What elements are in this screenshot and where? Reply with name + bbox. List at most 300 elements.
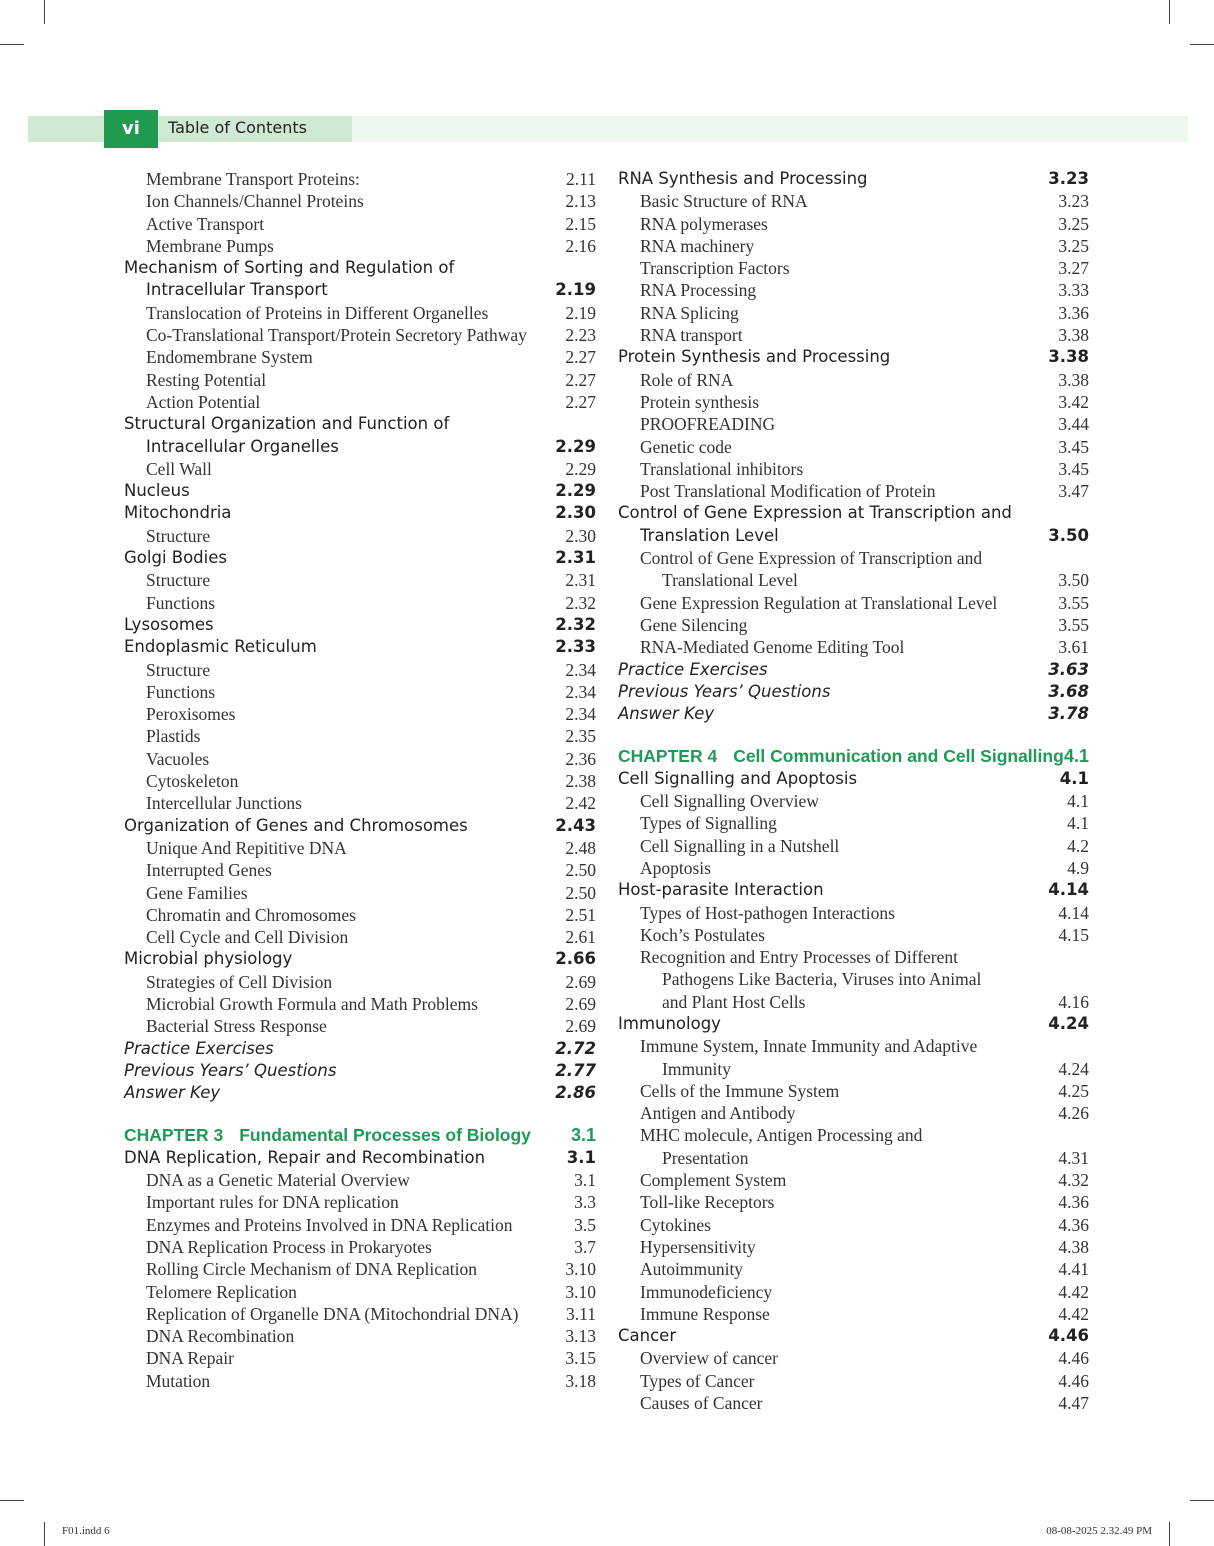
crop-mark: [0, 1500, 24, 1501]
toc-section-entry: [124, 413, 596, 435]
entry-title: Interrupted Genes: [146, 860, 272, 881]
page-reference: 3.38: [1058, 369, 1089, 390]
page-reference: 4.15: [1058, 924, 1089, 945]
entry-title: Immune System, Innate Immunity and Adaptive: [640, 1036, 978, 1057]
entry-title: Practice Exercises: [124, 1038, 274, 1058]
toc-section-entry: [618, 879, 1089, 901]
entry-title: Immunity: [662, 1058, 732, 1079]
page-reference: 3.23: [1048, 169, 1089, 188]
toc-subsection-entry: [618, 190, 1089, 212]
toc-section-entry: [618, 168, 1089, 190]
entry-title: Co-Translational Transport/Protein Secretory Pathway: [146, 325, 527, 346]
chapter-label: [618, 745, 1064, 767]
entry-title: Peroxisomes: [146, 704, 236, 725]
toc-subsection-entry: [618, 991, 1089, 1013]
toc-back-matter-entry: [618, 659, 1089, 681]
toc-subsection-entry: [124, 971, 596, 993]
entry-title: RNA-Mediated Genome Editing Tool: [640, 637, 905, 658]
page-reference: 2.31: [555, 548, 596, 568]
toc-subsection-entry: [124, 168, 596, 190]
entry-title: Basic Structure of RNA: [640, 191, 808, 212]
entry-title: Toll-like Receptors: [640, 1192, 775, 1213]
page-reference: 2.27: [565, 391, 596, 412]
chapter-number: CHAPTER 4: [618, 746, 718, 767]
page-reference: 4.46: [1058, 1348, 1089, 1369]
page-reference: 3.44: [1058, 414, 1089, 435]
page-reference: 4.24: [1058, 1058, 1089, 1079]
page-reference: 3.50: [1058, 570, 1089, 591]
page-reference: 2.35: [565, 726, 596, 747]
toc-subsection-entry: [124, 1325, 596, 1347]
toc-subsection-entry: [618, 480, 1089, 502]
page-reference: 3.1: [566, 1147, 596, 1167]
page-reference: 2.23: [565, 325, 596, 346]
entry-title: MHC molecule, Antigen Processing and: [640, 1125, 923, 1146]
entry-title: Types of Host-pathogen Interactions: [640, 902, 895, 923]
page-reference: 2.48: [565, 837, 596, 858]
page-reference: 2.50: [565, 882, 596, 903]
toc-subsection-entry: [618, 547, 1089, 569]
entry-title: Cytokines: [640, 1214, 711, 1235]
page-reference: 3.7: [574, 1236, 596, 1257]
section-gap: [618, 725, 1089, 745]
toc-section-entry: [618, 1325, 1089, 1347]
page-reference: 4.1: [1067, 813, 1089, 834]
toc-section-entry: [618, 525, 1089, 547]
page-reference: 3.50: [1048, 525, 1089, 545]
entry-title: Immunology: [618, 1013, 721, 1033]
footer-timestamp: 08-08-2025 2.32.49 PM: [1046, 1525, 1152, 1537]
entry-title: Previous Years’ Questions: [618, 681, 831, 701]
toc-subsection-entry: [618, 790, 1089, 812]
crop-mark: [1169, 0, 1170, 24]
page-reference: 4.47: [1058, 1393, 1089, 1414]
toc-subsection-entry: [618, 1035, 1089, 1057]
toc-subsection-entry: [618, 924, 1089, 946]
page-reference: 3.33: [1058, 280, 1089, 301]
toc-subsection-entry: [124, 1281, 596, 1303]
entry-title: Cancer: [618, 1326, 677, 1346]
toc-subsection-entry: [618, 1236, 1089, 1258]
page-reference: 4.32: [1058, 1170, 1089, 1191]
toc-subsection-entry: [124, 681, 596, 703]
entry-title: DNA Repair: [146, 1348, 234, 1369]
entry-title: Membrane Transport Proteins:: [146, 169, 360, 189]
toc-subsection-entry: [618, 1281, 1089, 1303]
entry-title: Cells of the Immune System: [640, 1080, 840, 1101]
entry-title: Genetic code: [640, 436, 732, 457]
entry-title: Role of RNA: [640, 369, 734, 390]
entry-title: Protein Synthesis and Processing: [618, 347, 891, 367]
entry-title: Cell Wall: [146, 458, 212, 479]
entry-title: Active Transport: [146, 213, 265, 234]
entry-title: Causes of Cancer: [640, 1393, 763, 1414]
page-reference: 3.45: [1058, 458, 1089, 479]
entry-title: Plastids: [146, 726, 201, 747]
toc-subsection-entry: [124, 592, 596, 614]
entry-title: Antigen and Antibody: [640, 1103, 796, 1124]
entry-title: RNA Splicing: [640, 302, 739, 323]
toc-subsection-entry: [124, 324, 596, 346]
page-reference: 2.34: [565, 704, 596, 725]
chapter-label: [124, 1124, 531, 1146]
page-reference: 3.11: [566, 1303, 596, 1324]
toc-left-column: [124, 168, 596, 1392]
entry-title: Structure: [146, 570, 211, 591]
toc-back-matter-entry: [124, 1060, 596, 1082]
entry-title: Endomembrane System: [146, 347, 313, 368]
toc-section-entry: [124, 480, 596, 502]
entry-title: Answer Key: [618, 704, 715, 724]
toc-subsection-entry: [124, 859, 596, 881]
entry-title: Gene Silencing: [640, 614, 748, 635]
entry-title: Translation Level: [640, 525, 779, 545]
crop-mark: [44, 1522, 45, 1546]
entry-title: Functions: [146, 592, 216, 613]
entry-title: Mechanism of Sorting and Regulation of: [124, 258, 455, 278]
page-reference: 4.24: [1048, 1013, 1089, 1033]
page-reference: 3.15: [565, 1348, 596, 1369]
entry-title: RNA transport: [640, 325, 743, 346]
page-reference: 4.1: [1059, 768, 1089, 788]
page-reference: 3.68: [1048, 681, 1089, 701]
page-reference: 2.34: [565, 659, 596, 680]
entry-title: Endoplasmic Reticulum: [124, 637, 317, 657]
page-reference: 4.46: [1048, 1326, 1089, 1346]
page-reference: 3.47: [1058, 481, 1089, 502]
toc-subsection-entry: [124, 302, 596, 324]
page-reference: 3.10: [565, 1259, 596, 1280]
page-reference: 2.51: [565, 904, 596, 925]
toc-subsection-entry: [618, 1147, 1089, 1169]
entry-title: DNA Replication, Repair and Recombination: [124, 1147, 486, 1167]
toc-subsection-entry: [618, 812, 1089, 834]
toc-section-entry: [124, 279, 596, 301]
entry-title: RNA Synthesis and Processing: [618, 169, 868, 188]
toc-subsection-entry: [618, 235, 1089, 257]
toc-subsection-entry: [124, 1169, 596, 1191]
toc-subsection-entry: [618, 902, 1089, 924]
entry-title: Cell Cycle and Cell Division: [146, 927, 349, 948]
toc-subsection-entry: [618, 369, 1089, 391]
entry-title: RNA Processing: [640, 280, 757, 301]
toc-subsection-entry: [618, 835, 1089, 857]
toc-subsection-entry: [618, 636, 1089, 658]
page-reference: 3.38: [1048, 347, 1089, 367]
page-reference: 3.10: [565, 1281, 596, 1302]
toc-subsection-entry: [618, 857, 1089, 879]
entry-title: Membrane Pumps: [146, 235, 274, 256]
entry-title: Answer Key: [124, 1083, 221, 1103]
page-reference: 2.16: [565, 235, 596, 256]
entry-title: Pathogens Like Bacteria, Viruses into Animal: [662, 969, 982, 990]
toc-subsection-entry: [618, 1214, 1089, 1236]
entry-title: Structure: [146, 525, 211, 546]
entry-title: Rolling Circle Mechanism of DNA Replication: [146, 1259, 477, 1280]
page-reference: 2.29: [565, 458, 596, 479]
toc-section-entry: [124, 436, 596, 458]
page-reference: 4.2: [1067, 835, 1089, 856]
entry-title: Action Potential: [146, 391, 261, 412]
page-reference: 2.11: [566, 169, 596, 189]
page-reference: 3.36: [1058, 302, 1089, 323]
entry-title: RNA polymerases: [640, 213, 768, 234]
page-reference: 2.29: [555, 481, 596, 501]
toc-subsection-entry: [124, 391, 596, 413]
toc-subsection-entry: [618, 1169, 1089, 1191]
toc-subsection-entry: [124, 904, 596, 926]
entry-title: Overview of cancer: [640, 1348, 778, 1369]
toc-back-matter-entry: [124, 1038, 596, 1060]
entry-title: Hypersensitivity: [640, 1236, 756, 1257]
entry-title: Golgi Bodies: [124, 548, 227, 568]
page-reference: 2.38: [565, 771, 596, 792]
page-reference: 3.13: [565, 1326, 596, 1347]
toc-subsection-entry: [124, 235, 596, 257]
footer-file: F01.indd 6: [62, 1525, 110, 1537]
chapter-title: Cell Communication and Cell Signalling: [733, 746, 1064, 767]
toc-subsection-entry: [124, 1370, 596, 1392]
toc-subsection-entry: [124, 1214, 596, 1236]
page-reference: 3.1: [570, 1125, 596, 1146]
entry-title: DNA as a Genetic Material Overview: [146, 1170, 410, 1191]
entry-title: Transcription Factors: [640, 258, 790, 279]
toc-section-entry: [124, 1147, 596, 1169]
page-reference: 2.77: [555, 1060, 596, 1080]
entry-title: Unique And Repititive DNA: [146, 837, 347, 858]
page-reference: 3.38: [1058, 325, 1089, 346]
page-reference: 4.38: [1058, 1236, 1089, 1257]
entry-title: Host-parasite Interaction: [618, 880, 824, 900]
crop-mark: [1190, 44, 1214, 45]
page-reference: 2.69: [565, 993, 596, 1014]
entry-title: Previous Years’ Questions: [124, 1060, 337, 1080]
toc-section-entry: [124, 257, 596, 279]
page-reference: 2.36: [565, 748, 596, 769]
page-reference: 2.66: [555, 949, 596, 969]
toc-subsection-entry: [124, 1236, 596, 1258]
entry-title: Mutation: [146, 1370, 211, 1391]
entry-title: Structure: [146, 659, 211, 680]
entry-title: Types of Signalling: [640, 813, 777, 834]
page-reference: 4.46: [1058, 1370, 1089, 1391]
toc-subsection-entry: [618, 592, 1089, 614]
page-reference: 3.45: [1058, 436, 1089, 457]
toc-subsection-entry: [618, 458, 1089, 480]
toc-subsection-entry: [618, 279, 1089, 301]
toc-section-entry: [124, 636, 596, 658]
toc-subsection-entry: [124, 703, 596, 725]
crop-mark: [44, 0, 45, 24]
entry-title: Translational Level: [662, 570, 798, 591]
crop-mark: [1190, 1500, 1214, 1501]
toc-subsection-entry: [618, 1191, 1089, 1213]
page-reference: 4.16: [1058, 991, 1089, 1012]
page-reference: 2.19: [565, 302, 596, 323]
entry-title: Immunodeficiency: [640, 1281, 773, 1302]
page-reference: 4.25: [1058, 1080, 1089, 1101]
entry-title: Post Translational Modification of Protein: [640, 481, 936, 502]
entry-title: Protein synthesis: [640, 391, 760, 412]
entry-title: Presentation: [662, 1147, 749, 1168]
entry-title: Apoptosis: [640, 857, 711, 878]
page-reference: 3.5: [574, 1214, 596, 1235]
toc-section-entry: [124, 815, 596, 837]
toc-subsection-entry: [124, 725, 596, 747]
entry-title: Types of Cancer: [640, 1370, 755, 1391]
page-reference: 3.25: [1058, 235, 1089, 256]
entry-title: DNA Replication Process in Prokaryotes: [146, 1236, 432, 1257]
crop-mark: [1169, 1522, 1170, 1546]
entry-title: Structural Organization and Function of: [124, 414, 450, 434]
page-reference: 4.36: [1058, 1214, 1089, 1235]
toc-section-entry: [124, 547, 596, 569]
entry-title: Organization of Genes and Chromosomes: [124, 815, 468, 835]
entry-title: Cell Signalling Overview: [640, 791, 819, 812]
entry-title: Control of Gene Expression at Transcription and: [618, 503, 1012, 523]
entry-title: Translocation of Proteins in Different Organelles: [146, 302, 489, 323]
toc-subsection-entry: [618, 1080, 1089, 1102]
entry-title: PROOFREADING: [640, 414, 776, 435]
toc-section-entry: [124, 502, 596, 524]
page-reference: 2.32: [555, 614, 596, 634]
entry-title: and Plant Host Cells: [662, 991, 806, 1012]
page-reference: 3.55: [1058, 614, 1089, 635]
page-reference: 2.27: [565, 347, 596, 368]
toc-subsection-entry: [124, 770, 596, 792]
entry-title: Resting Potential: [146, 369, 267, 390]
toc-back-matter-entry: [618, 703, 1089, 725]
toc-subsection-entry: [124, 346, 596, 368]
page-reference: 3.61: [1058, 637, 1089, 658]
entry-title: DNA Recombination: [146, 1326, 295, 1347]
entry-title: Gene Families: [146, 882, 248, 903]
page-reference: 3.55: [1058, 592, 1089, 613]
page-reference: 2.19: [555, 280, 596, 300]
toc-section-entry: [618, 502, 1089, 524]
entry-title: Telomere Replication: [146, 1281, 297, 1302]
toc-subsection-entry: [618, 1347, 1089, 1369]
toc-subsection-entry: [124, 369, 596, 391]
page-reference: 2.69: [565, 971, 596, 992]
toc-subsection-entry: [124, 458, 596, 480]
entry-title: Important rules for DNA replication: [146, 1192, 399, 1213]
toc-subsection-entry: [124, 1191, 596, 1213]
page-reference: 3.78: [1048, 704, 1089, 724]
toc-subsection-entry: [124, 525, 596, 547]
page-reference: 2.13: [565, 191, 596, 212]
entry-title: Bacterial Stress Response: [146, 1016, 327, 1037]
toc-subsection-entry: [124, 792, 596, 814]
page-reference: 2.33: [555, 637, 596, 657]
toc-subsection-entry: [124, 837, 596, 859]
page-title: Table of Contents: [168, 118, 307, 137]
entry-title: Mitochondria: [124, 503, 232, 523]
entry-title: Chromatin and Chromosomes: [146, 904, 356, 925]
page-reference: 3.23: [1058, 191, 1089, 212]
toc-subsection-entry: [618, 324, 1089, 346]
toc-subsection-entry: [124, 1258, 596, 1280]
entry-title: Autoimmunity: [640, 1259, 744, 1280]
toc-subsection-entry: [124, 569, 596, 591]
page-reference: 4.31: [1058, 1147, 1089, 1168]
toc-subsection-entry: [618, 569, 1089, 591]
page-reference: 2.27: [565, 369, 596, 390]
toc-subsection-entry: [618, 436, 1089, 458]
entry-title: Functions: [146, 681, 216, 702]
toc-section-entry: [124, 614, 596, 636]
toc-section-entry: [618, 768, 1089, 790]
page-reference: 2.61: [565, 927, 596, 948]
page-reference: 2.29: [555, 436, 596, 456]
entry-title: Recognition and Entry Processes of Different: [640, 947, 958, 968]
page-reference: 4.42: [1058, 1303, 1089, 1324]
chapter-heading: [618, 745, 1089, 767]
toc-subsection-entry: [124, 190, 596, 212]
chapter-heading: [124, 1124, 596, 1146]
entry-title: Translational inhibitors: [640, 458, 804, 479]
toc-subsection-entry: [124, 213, 596, 235]
entry-title: Microbial Growth Formula and Math Problems: [146, 993, 478, 1014]
toc-subsection-entry: [124, 1303, 596, 1325]
page-reference: 2.69: [565, 1016, 596, 1037]
page-reference: 2.43: [555, 815, 596, 835]
toc-back-matter-entry: [124, 1082, 596, 1104]
toc-subsection-entry: [618, 614, 1089, 636]
page-reference: 3.42: [1058, 391, 1089, 412]
page-reference: 2.50: [565, 860, 596, 881]
page-reference: 4.1: [1067, 791, 1089, 812]
entry-title: Complement System: [640, 1170, 787, 1191]
entry-title: Gene Expression Regulation at Translational Level: [640, 592, 998, 613]
toc-subsection-entry: [124, 1015, 596, 1037]
entry-title: Cell Signalling in a Nutshell: [640, 835, 840, 856]
section-gap: [124, 1104, 596, 1124]
toc-subsection-entry: [618, 968, 1089, 990]
toc-subsection-entry: [124, 659, 596, 681]
page-reference: 4.14: [1048, 880, 1089, 900]
entry-title: Cytoskeleton: [146, 771, 239, 792]
page-reference: 2.15: [565, 213, 596, 234]
toc-section-entry: [618, 1013, 1089, 1035]
entry-title: Control of Gene Expression of Transcription and: [640, 548, 983, 569]
entry-title: Koch’s Postulates: [640, 924, 765, 945]
page-reference: 2.32: [565, 592, 596, 613]
entry-title: Ion Channels/Channel Proteins: [146, 191, 364, 212]
toc-subsection-entry: [618, 302, 1089, 324]
entry-title: Lysosomes: [124, 614, 214, 634]
crop-mark: [0, 44, 24, 45]
toc-section-entry: [124, 948, 596, 970]
page-reference: 2.42: [565, 793, 596, 814]
toc-subsection-entry: [124, 748, 596, 770]
entry-title: RNA machinery: [640, 235, 755, 256]
entry-title: Cell Signalling and Apoptosis: [618, 768, 858, 788]
toc-subsection-entry: [618, 257, 1089, 279]
toc-subsection-entry: [124, 1347, 596, 1369]
entry-title: Vacuoles: [146, 748, 210, 769]
page-number: vi: [104, 110, 158, 148]
toc-subsection-entry: [124, 882, 596, 904]
entry-title: Strategies of Cell Division: [146, 971, 333, 992]
toc-subsection-entry: [618, 391, 1089, 413]
entry-title: Enzymes and Proteins Involved in DNA Replication: [146, 1214, 513, 1235]
entry-title: Replication of Organelle DNA (Mitochondrial DNA): [146, 1303, 519, 1324]
page-reference: 2.86: [555, 1083, 596, 1103]
toc-subsection-entry: [124, 926, 596, 948]
toc-subsection-entry: [618, 1102, 1089, 1124]
toc-subsection-entry: [618, 1370, 1089, 1392]
